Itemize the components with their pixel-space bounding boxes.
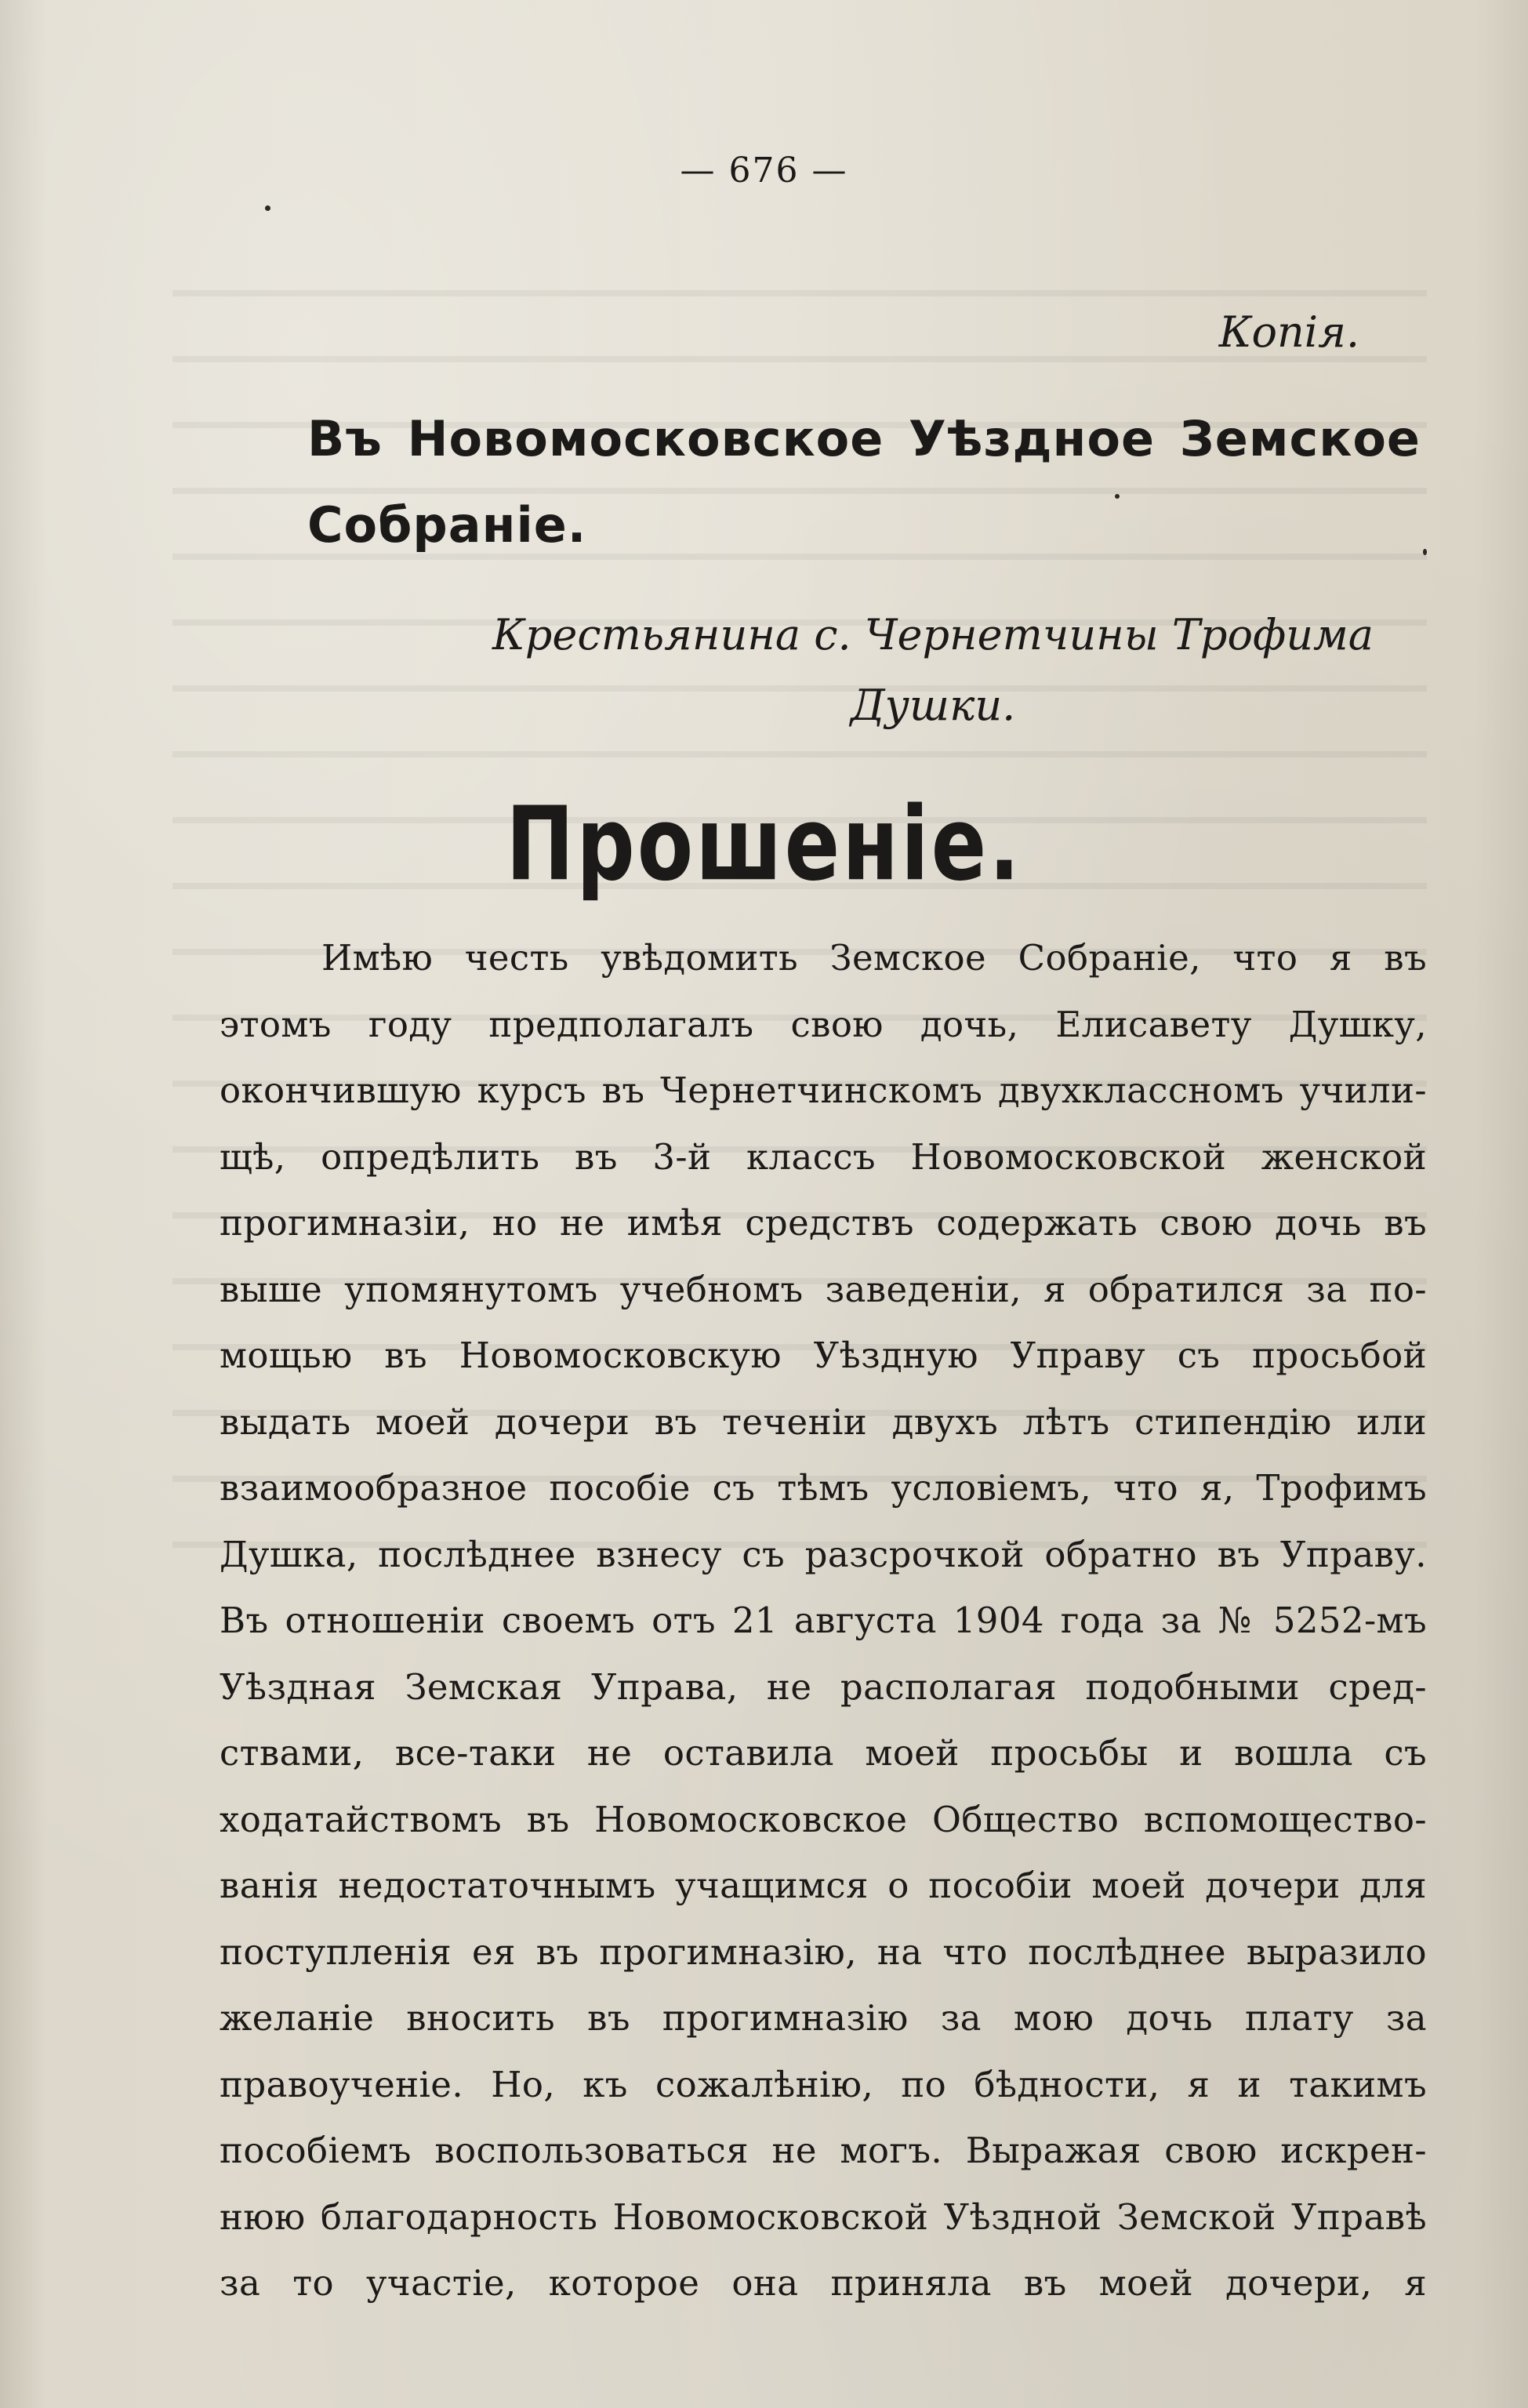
body-line: выдать моей дочери въ теченіи двухъ лѣтъ стипендію или — [220, 1400, 1427, 1443]
body-line: за то участіе, которое она приняла въ моей дочери, я — [220, 2262, 1427, 2304]
body-line: нюю благодарность Новомосковской Уѣздной Земской Управѣ — [220, 2196, 1427, 2238]
page-number: — 676 — — [680, 151, 848, 191]
body-line: прогимназіи, но не имѣя средствъ содержать свою дочь въ — [220, 1202, 1427, 1244]
sender-block — [439, 600, 1427, 741]
body-text — [220, 925, 1427, 2317]
sender-line-2: Душки. — [850, 681, 1016, 730]
ink-speck — [1423, 549, 1427, 555]
body-line: желаніе вносить въ прогимназію за мою дочь плату за — [220, 1997, 1427, 2039]
body-line: щѣ, опредѣлить въ 3-й классъ Новомосковской женской — [220, 1135, 1427, 1178]
sender-line-1: Крестьянина с. Чернетчины Трофима — [492, 610, 1374, 659]
body-line: ванія недостаточнымъ учащимся о пособіи моей дочери для — [220, 1865, 1427, 1906]
body-line: правоученіе. Но, къ сожалѣнію, по бѣдности, я и такимъ — [220, 2063, 1427, 2105]
document-title: Прошеніе. — [506, 784, 1022, 904]
body-line: окончившую курсъ въ Чернетчинскомъ двухклассномъ учили- — [220, 1070, 1427, 1111]
body-line: пособіемъ воспользоваться не могъ. Выражая свою искрен- — [220, 2130, 1427, 2171]
copy-label: Копія. — [1218, 307, 1359, 357]
body-line: Уѣздная Земская Управа, не располагая подобными сред- — [220, 1665, 1427, 1708]
body-line: Имѣю честь увѣдомить Земское Собраніе, что я въ — [321, 937, 1427, 979]
body-line: Въ отношеніи своемъ отъ 21 августа 1904 года за № 5252-мъ — [220, 1600, 1427, 1641]
body-line: выше упомянутомъ учебномъ заведеніи, я обратился за по- — [220, 1268, 1427, 1310]
body-line: поступленія ея въ прогимназію, на что послѣднее выразило — [220, 1930, 1427, 1973]
body-line: взаимообразное пособіе съ тѣмъ условіемъ, что я, Трофимъ — [220, 1467, 1427, 1509]
address-title: Въ Новомосковское Уѣздное Земское Собраніе. — [307, 410, 1421, 554]
body-line: Душка, послѣднее взнесу съ разсрочкой обратно въ Управу. — [220, 1533, 1427, 1575]
body-line: ствами, все-таки не оставила моей просьбы и вошла съ — [220, 1732, 1427, 1774]
body-line: ходатайствомъ въ Новомосковское Общество вспомоществo- — [220, 1798, 1427, 1840]
body-line: этомъ году предполагалъ свою дочь, Елисавету Душку, — [220, 1003, 1427, 1045]
body-line: мощью въ Новомосковскую Уѣздную Управу съ просьбой — [220, 1335, 1427, 1376]
ink-speck — [265, 205, 270, 211]
